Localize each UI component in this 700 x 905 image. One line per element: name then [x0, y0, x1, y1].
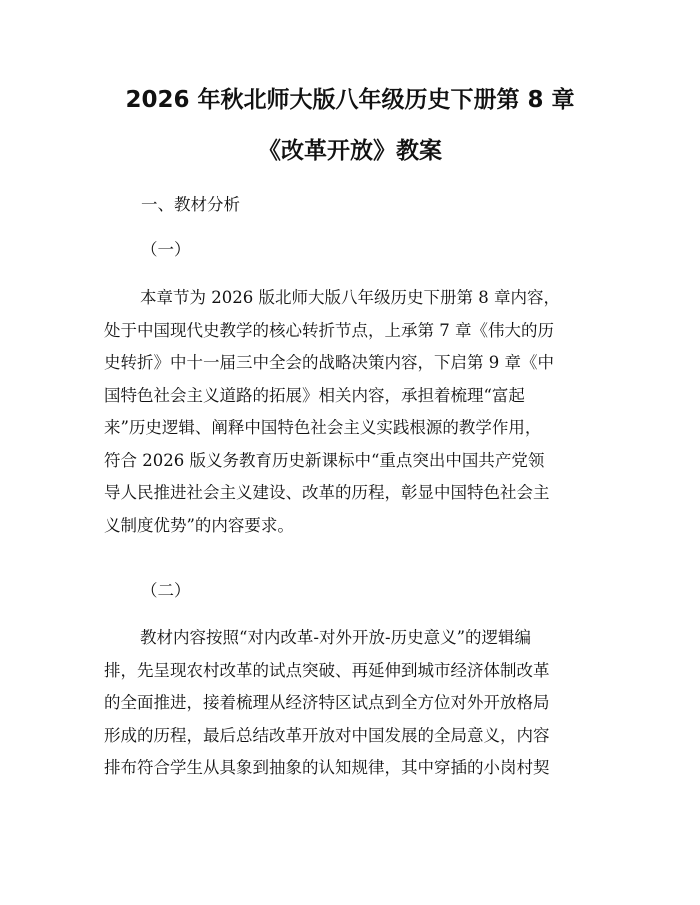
paragraph-line: 符合 2026 版义务教育历史新课标中“重点突出中国共产党领	[104, 450, 545, 470]
subsection-heading-1: （一）	[141, 240, 191, 259]
paragraph-line: 本章节为 2026 版北师大版八年级历史下册第 8 章内容，	[140, 288, 560, 307]
paragraph-1	[104, 282, 604, 542]
paragraph-line: 史转折》中十一届三中全会的战略决策内容，下启第 9 章《中	[104, 353, 554, 372]
paragraph-line: 来”历史逻辑、阐释中国特色社会主义实践根源的教学作用，	[104, 418, 542, 437]
document-title-line-1: 2026 年秋北师大版八年级历史下册第 8 章	[125, 87, 575, 113]
paragraph-2	[104, 622, 604, 785]
paragraph-line: 的全面推进，接着梳理从经济特区试点到全方位对外开放格局	[104, 693, 550, 712]
subsection-heading-2: （二）	[141, 581, 191, 600]
section-heading-textbook-analysis: 一、教材分析	[141, 195, 240, 214]
paragraph-line: 形成的历程，最后总结改革开放对中国发展的全局意义，内容	[104, 725, 550, 745]
document-title-line-2: 《改革开放》教案	[258, 138, 442, 164]
paragraph-line: 导人民推进社会主义建设、改革的历程，彰显中国特色社会主	[104, 483, 550, 502]
paragraph-line: 排，先呈现农村改革的试点突破、再延伸到城市经济体制改革	[104, 660, 550, 680]
paragraph-line: 国特色社会主义道路的拓展》相关内容，承担着梳理“富起	[104, 385, 525, 405]
paragraph-line: 处于中国现代史教学的核心转折节点，上承第 7 章《伟大的历	[104, 320, 554, 340]
paragraph-line: 义制度优势”的内容要求。	[104, 515, 294, 535]
paragraph-line: 排布符合学生从具象到抽象的认知规律，其中穿插的小岗村契	[104, 758, 550, 777]
paragraph-line: 教材内容按照“对内改革-对外开放-历史意义”的逻辑编	[140, 628, 532, 647]
